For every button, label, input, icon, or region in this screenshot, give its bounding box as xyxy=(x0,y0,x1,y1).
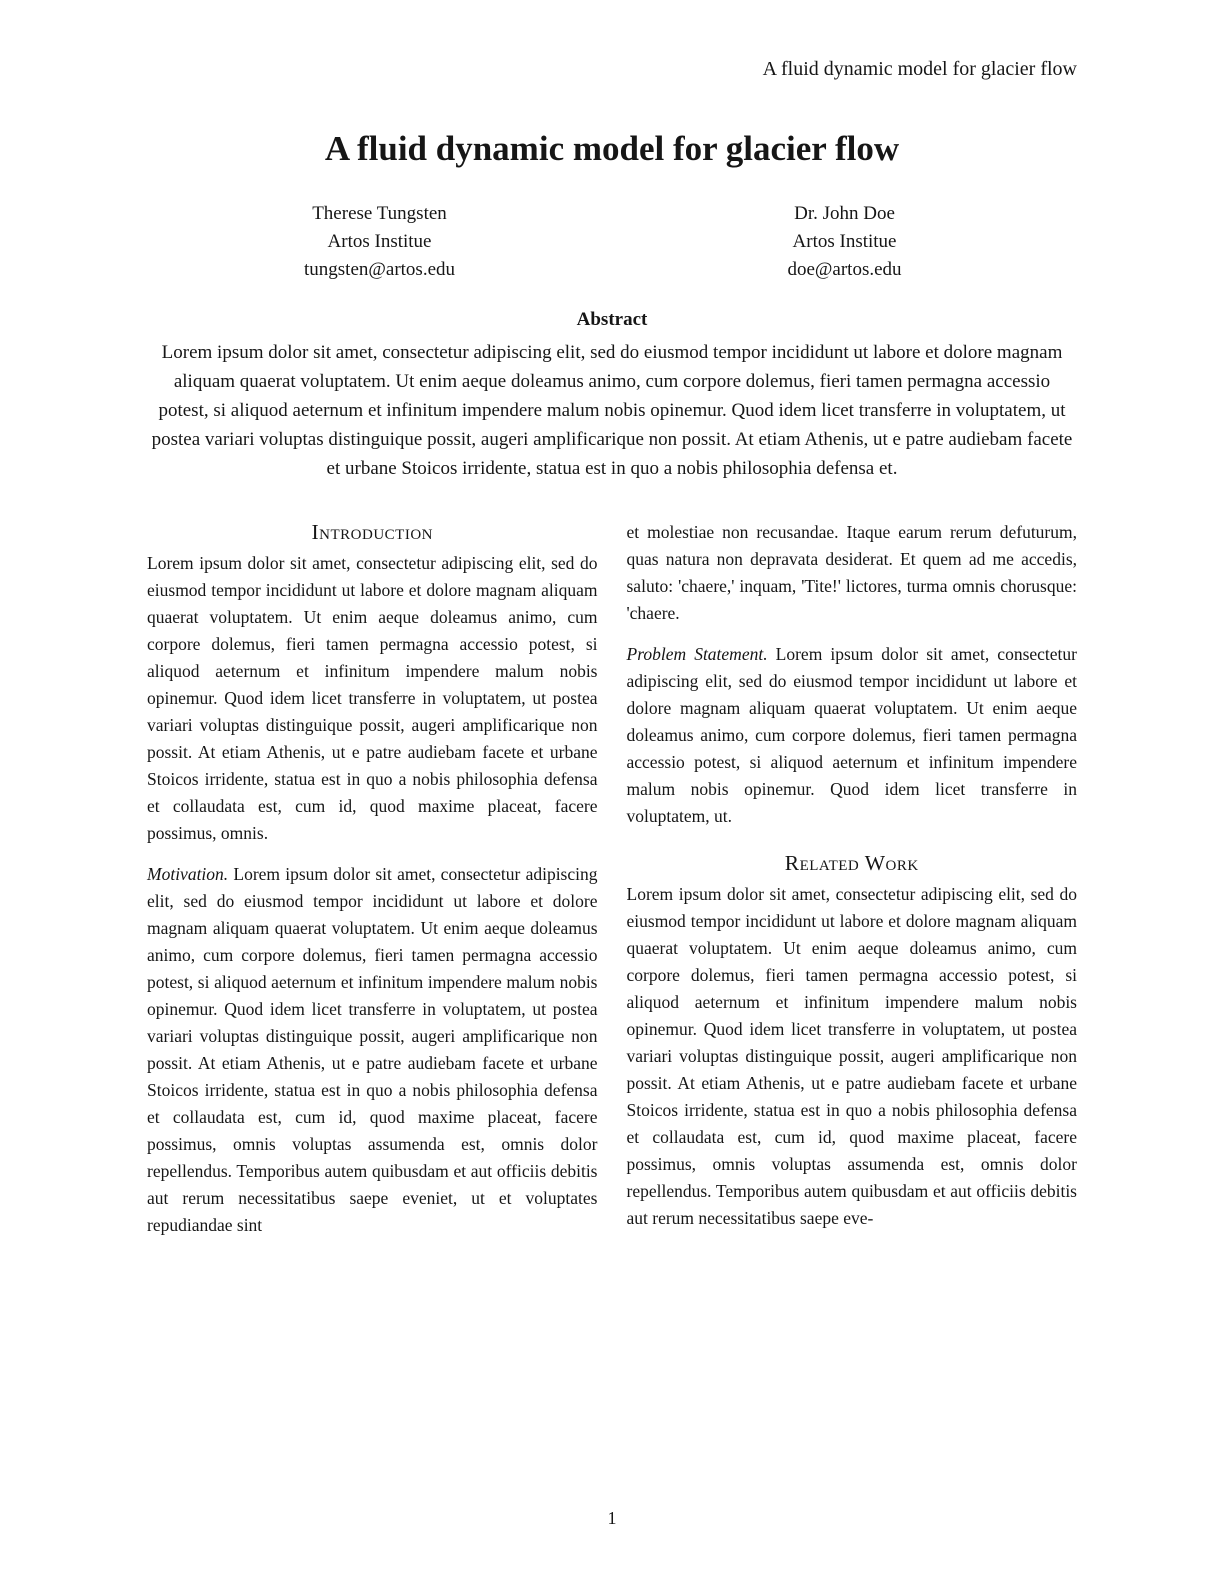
paper-title: A fluid dynamic model for glacier flow xyxy=(324,129,900,168)
author-email: tungsten@artos.edu xyxy=(304,259,455,280)
author-affiliation: Artos Institue xyxy=(327,231,432,252)
motivation-text: Lorem ipsum dolor sit amet, consectetur adipiscing elit, sed do eiusmod tempor incididunt ut labore et dolore magnam aliquam quaerat voluptatem. Ut enim aeque doleamus animo, cum corpore dolemus, fieri tamen permagna accessio potest, si aliquod aeternum et infinitum impendere malum nobis opinemur. Quod idem licet transferre in voluptatem, ut postea variari voluptas distinguique possit, augeri amplificarique non possit. At etiam Athenis, ut e patre audiebam facete et urbane Stoicos irridente, statua est in quo a nobis philosophia defensa et collaudata est, cum id, quod maxime placeat, facere possimus, omnis voluptas assumenda est, omnis dolor repellendus. Temporibus autem quibusdam et aut officiis debitis aut rerum necessitatibus saepe eveniet, ut et voluptates repudiandae sint xyxy=(147,864,598,1235)
two-column-body xyxy=(147,519,1077,1253)
section-heading-introduction: Introduction xyxy=(311,520,433,544)
motivation-paragraph xyxy=(147,861,598,1239)
left-column xyxy=(147,519,598,1253)
author-name: Therese Tungsten xyxy=(312,203,447,224)
related-work-paragraph: Lorem ipsum dolor sit amet, consectetur adipiscing elit, sed do eiusmod tempor incididunt ut labore et dolore magnam aliquam quaerat voluptatem. Ut enim aeque doleamus animo, cum corpore dolemus, fieri tamen permagna accessio potest, si aliquod aeternum et infinitum impendere malum nobis opinemur. Quod idem licet transferre in voluptatem, ut postea variari voluptas distinguique possit, augeri amplificarique non possit. At etiam Athenis, ut e patre audiebam facete et urbane Stoicos irridente, statua est in quo a nobis philosophia defensa et collaudata est, cum id, quod maxime placeat, facere possimus, omnis voluptas assumenda est, omnis dolor repellendus. Temporibus autem quibusdam et aut officiis debitis aut rerum necessitatibus saepe eve- xyxy=(626,884,1077,1228)
author-block-1 xyxy=(147,200,612,284)
abstract-heading: Abstract xyxy=(576,309,648,330)
introduction-continued-paragraph: et molestiae non recusandae. Itaque earum rerum defuturum, quas natura non depravata desiderat. Et quem ad me accedis, saluto: 'chaere,' inquam, 'Tite!' lictores, turma omnis chorusque: 'chaere. xyxy=(626,522,1077,623)
motivation-run-in-label: Motivation. xyxy=(147,864,229,884)
authors-row xyxy=(147,200,1077,284)
author-email: doe@artos.edu xyxy=(787,259,902,280)
problem-statement-paragraph xyxy=(627,641,1078,830)
problem-statement-text: Lorem ipsum dolor sit amet, consectetur adipiscing elit, sed do eiusmod tempor incididunt ut labore et dolore magnam aliquam quaerat voluptatem. Ut enim aeque doleamus animo, cum corpore dolemus, fieri tamen permagna accessio potest, si aliquod aeternum et infinitum impendere malum nobis opinemur. Quod idem licet transferre in voluptatem, ut. xyxy=(626,644,1077,826)
problem-statement-run-in-label: Problem Statement. xyxy=(626,644,768,664)
author-block-2 xyxy=(612,200,1077,284)
page-number: 1 xyxy=(607,1508,617,1528)
right-column xyxy=(627,519,1078,1253)
author-name: Dr. John Doe xyxy=(794,203,895,224)
introduction-paragraph: Lorem ipsum dolor sit amet, consectetur adipiscing elit, sed do eiusmod tempor incididunt ut labore et dolore magnam aliquam quaerat voluptatem. Ut enim aeque doleamus animo, cum corpore dolemus, fieri tamen permagna accessio potest, si aliquod aeternum et infinitum impendere malum nobis opinemur. Quod idem licet transferre in voluptatem, ut postea variari voluptas distinguique possit, augeri amplificarique non possit. At etiam Athenis, ut e patre audiebam facete et urbane Stoicos irridente, statua est in quo a nobis philosophia defensa et collaudata est, cum id, quod maxime placeat, facere possimus, omnis. xyxy=(147,553,598,843)
section-heading-related-work: Related Work xyxy=(784,851,919,875)
abstract-text: Lorem ipsum dolor sit amet, consectetur adipiscing elit, sed do eiusmod tempor incididunt ut labore et dolore magnam aliquam quaerat voluptatem. Ut enim aeque doleamus animo, cum corpore dolemus, fieri tamen permagna accessio potest, si aliquod aeternum et infinitum impendere malum nobis opinemur. Quod idem licet transferre in voluptatem, ut postea variari voluptas distinguique possit, augeri amplificarique non possit. At etiam Athenis, ut e patre audiebam facete et urbane Stoicos irridente, statua est in quo a nobis philosophia defensa et. xyxy=(151,342,1073,479)
running-header: A fluid dynamic model for glacier flow xyxy=(762,58,1077,80)
author-affiliation: Artos Institue xyxy=(792,231,897,252)
